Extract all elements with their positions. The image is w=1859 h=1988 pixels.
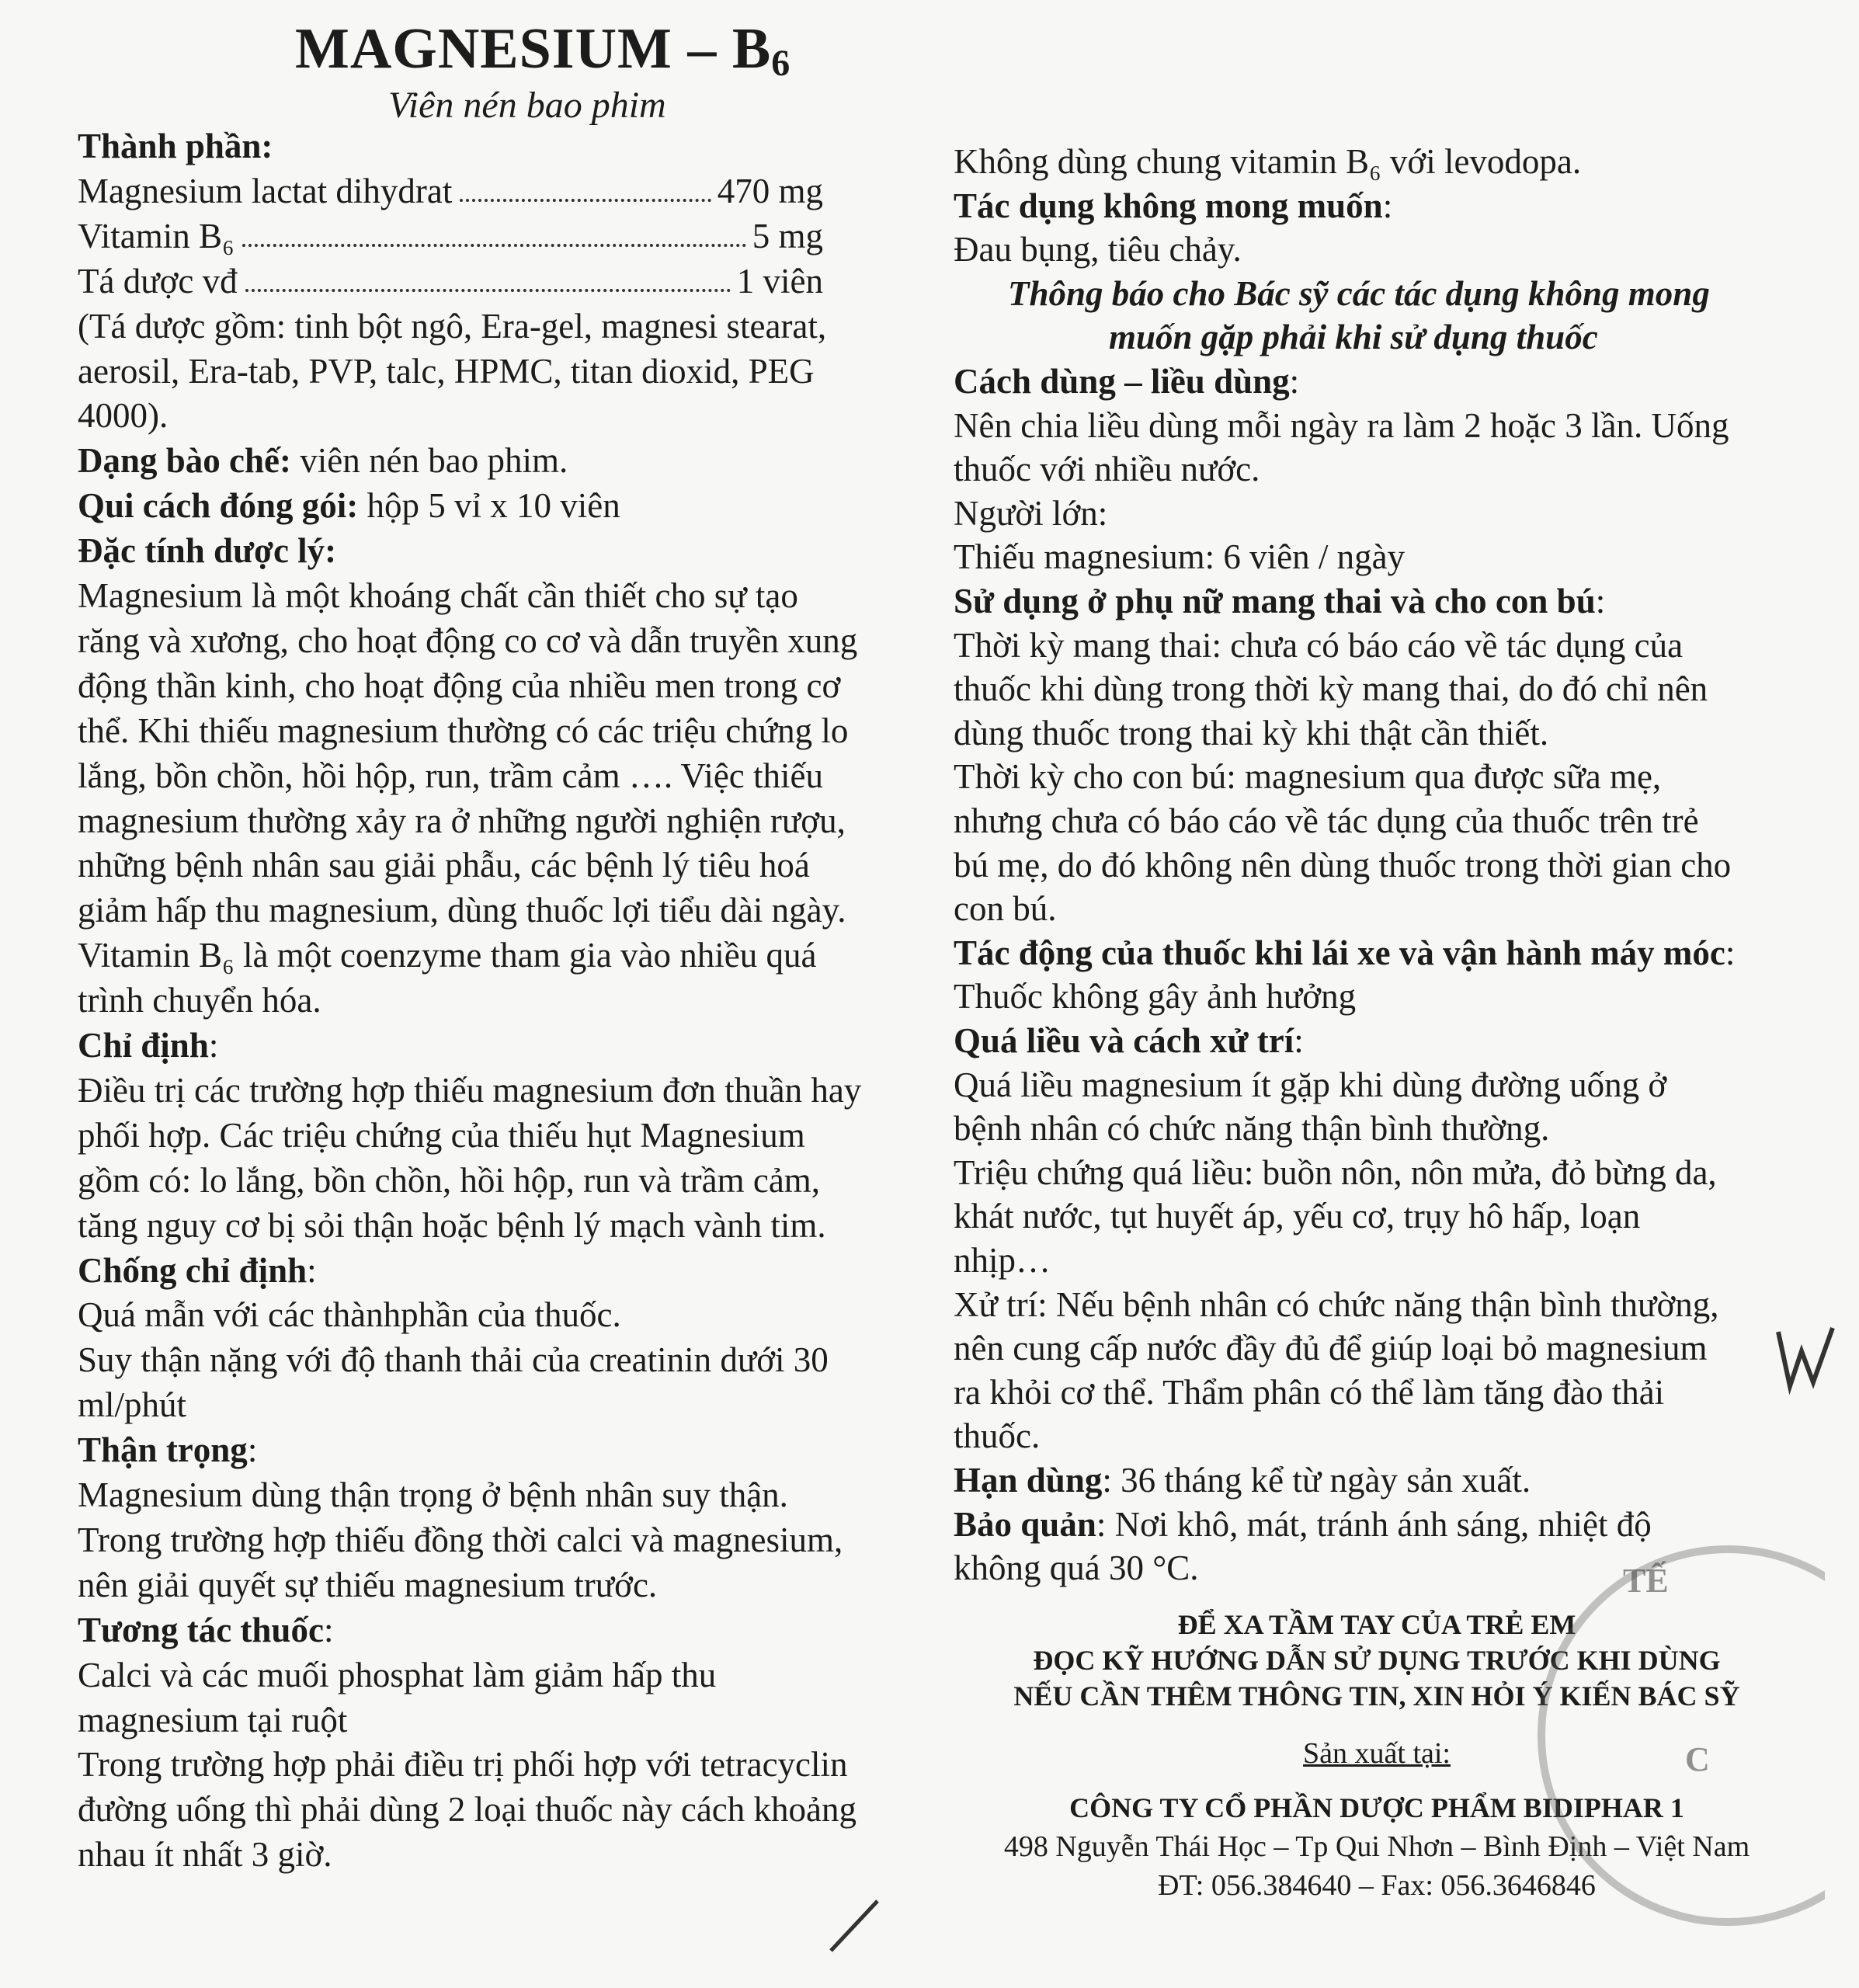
section-heading: Chỉ định xyxy=(78,1026,209,1065)
signature-mark xyxy=(1770,1320,1840,1398)
left-line: trình chuyển hóa. xyxy=(78,981,321,1020)
left-line: răng và xương, cho hoạt động co cơ và dẫn truyền xung xyxy=(78,620,858,660)
right-line xyxy=(954,1458,1531,1502)
right-line: Triệu chứng quá liều: buồn nôn, nôn mửa, đỏ bừng da, xyxy=(954,1152,1717,1192)
left-line: giảm hấp thu magnesium, dùng thuốc lợi tiểu dài ngày. xyxy=(78,891,846,930)
section-text: : xyxy=(247,1430,258,1470)
right-line xyxy=(954,1503,1652,1546)
section-heading: Dạng bào chế: xyxy=(78,441,292,481)
right-line: Nên chia liều dùng mỗi ngày ra làm 2 hoặc 3 lần. Uống xyxy=(954,405,1729,445)
right-line: ra khỏi cơ thể. Thẩm phân có thể làm tăng đào thải xyxy=(954,1372,1665,1412)
section-text: : xyxy=(323,1610,334,1649)
warning-line-2: ĐỌC KỸ HƯỚNG DẪN SỬ DỤNG TRƯỚC KHI DÙNG xyxy=(1033,1645,1721,1676)
left-line xyxy=(78,169,823,213)
left-line: Điều trị các trường hợp thiếu magnesium đơn thuần hay xyxy=(78,1070,862,1110)
left-line: ml/phút xyxy=(78,1385,187,1425)
ingredient-amount: 5 mg xyxy=(752,216,823,255)
right-line xyxy=(954,360,1299,403)
section-heading: Cách dùng – liều dùng xyxy=(954,362,1290,401)
right-line: Quá liều magnesium ít gặp khi dùng đường uống ở xyxy=(954,1065,1667,1104)
right-line: thuốc với nhiều nước. xyxy=(954,450,1260,489)
right-line: nhịp… xyxy=(954,1241,1051,1280)
right-line: nên cung cấp nước đầy đủ để giúp loại bỏ magnesium xyxy=(954,1329,1708,1368)
section-text: : xyxy=(1294,1021,1304,1060)
ingredient-amount: 470 mg xyxy=(717,171,823,210)
warning-line-1: ĐỂ XA TẦM TAY CỦA TRẺ EM xyxy=(1177,1609,1576,1640)
warning-line-3: NẾU CẦN THÊM THÔNG TIN, XIN HỎI Ý KIẾN BÁC SỸ xyxy=(1013,1680,1740,1712)
left-line: Quá mẫn với các thànhphần của thuốc. xyxy=(78,1295,621,1335)
left-line: đường uống thì phải dùng 2 loại thuốc này cách khoảng xyxy=(78,1790,857,1830)
left-line xyxy=(78,214,823,258)
right-line xyxy=(954,931,1735,975)
section-heading: Tác động của thuốc khi lái xe và vận hành máy móc xyxy=(954,933,1725,972)
ingredient-name: Vitamin B₆ xyxy=(78,216,235,255)
section-heading: Bảo quản xyxy=(954,1504,1096,1544)
company-address: 498 Nguyễn Thái Học – Tp Qui Nhơn – Bình Định – Việt Nam xyxy=(1003,1830,1750,1863)
right-line: Không dùng chung vitamin B₆ với levodopa. xyxy=(954,142,1582,181)
left-line: aerosil, Era-tab, PVP, talc, HPMC, titan dioxid, PEG xyxy=(78,351,815,391)
made-at-label: Sản xuất tại: xyxy=(1303,1737,1451,1770)
left-line: Magnesium dùng thận trọng ở bệnh nhân suy thận. xyxy=(78,1475,788,1514)
left-line: thể. Khi thiếu magnesium thường có các triệu chứng lo xyxy=(78,711,849,750)
section-text: viên nén bao phim. xyxy=(291,441,568,481)
left-line: Suy thận nặng với độ thanh thải của creatinin dưới 30 xyxy=(78,1340,829,1380)
left-line: Đặc tính dược lý: xyxy=(78,531,337,571)
stamp-side-text: C xyxy=(1685,1740,1710,1778)
section-heading: Sử dụng ở phụ nữ mang thai và cho con bú xyxy=(954,582,1596,620)
section-text: : Nơi khô, mát, tránh ánh sáng, nhiệt độ xyxy=(1096,1504,1652,1544)
section-text: : xyxy=(1725,933,1736,972)
section-heading: Tác dụng không mong muốn xyxy=(954,186,1383,225)
section-text: : xyxy=(1289,362,1300,401)
left-line xyxy=(78,484,620,527)
section-heading: Hạn dùng xyxy=(954,1461,1103,1500)
left-line xyxy=(78,439,568,482)
ingredient-name: Tá dược vđ xyxy=(78,261,238,301)
right-line: thuốc khi dùng trong thời kỳ mang thai, do đó chỉ nên xyxy=(954,669,1708,709)
right-line: Xử trí: Nếu bệnh nhân có chức năng thận bình thường, xyxy=(954,1284,1719,1324)
right-line: muốn gặp phải khi sử dụng thuốc xyxy=(1109,318,1598,357)
ingredient-amount: 1 viên xyxy=(736,261,823,301)
left-line: gồm có: lo lắng, bồn chồn, hồi hộp, run và trầm cảm, xyxy=(78,1160,821,1200)
right-line: Thuốc không gây ảnh hưởng xyxy=(954,977,1357,1017)
left-line xyxy=(78,1428,257,1472)
right-line xyxy=(954,579,1605,623)
right-line: bệnh nhân có chức năng thận bình thường. xyxy=(954,1109,1550,1149)
section-text: : xyxy=(1595,582,1606,620)
right-line: không quá 30 °C. xyxy=(954,1548,1199,1588)
right-line: Đau bụng, tiêu chảy. xyxy=(954,230,1242,269)
left-line: những bệnh nhân sau giải phẫu, các bệnh lý tiêu hoá xyxy=(78,846,810,885)
section-text: : 36 tháng kể từ ngày sản xuất. xyxy=(1102,1461,1531,1500)
right-line xyxy=(954,184,1392,228)
left-line xyxy=(78,1024,218,1067)
left-line: Trong trường hợp phải điều trị phối hợp với tetracyclin xyxy=(78,1745,848,1785)
right-line: Thông báo cho Bác sỹ các tác dụng không mong xyxy=(1008,273,1710,313)
left-line: tăng nguy cơ bị sỏi thận hoặc bệnh lý mạch vành tim. xyxy=(78,1205,826,1245)
left-line: lắng, bồn chồn, hồi hộp, run, trầm cảm …. Việc thiếu xyxy=(78,756,824,795)
pen-stroke-mark xyxy=(823,1895,885,1957)
right-line: bú mẹ, do đó không nên dùng thuốc trong thời gian cho xyxy=(954,845,1732,885)
section-heading: Quá liều và cách xử trí xyxy=(954,1021,1294,1060)
right-line: Thời kỳ cho con bú: magnesium qua được sữa mẹ, xyxy=(954,757,1662,797)
left-line xyxy=(78,259,823,303)
left-line: phối hợp. Các triệu chứng của thiếu hụt Magnesium xyxy=(78,1115,805,1155)
left-line xyxy=(78,1608,333,1652)
left-line: Vitamin B₆ là một coenzyme tham gia vào nhiều quá xyxy=(78,936,817,975)
left-line: Thành phần: xyxy=(78,127,273,165)
stamp-text: TẾ xyxy=(1623,1562,1669,1600)
left-line: nên giải quyết sự thiếu magnesium trước. xyxy=(78,1565,658,1604)
right-line xyxy=(954,1019,1304,1062)
left-line: Magnesium là một khoáng chất cần thiết cho sự tạo xyxy=(78,576,798,615)
right-line: Thiếu magnesium: 6 viên / ngày xyxy=(954,537,1406,577)
section-text: : xyxy=(1382,186,1393,225)
section-heading: Thận trọng xyxy=(78,1430,248,1470)
right-line: khát nước, tụt huyết áp, yếu cơ, trụy hô hấp, loạn xyxy=(954,1197,1641,1236)
section-heading: Qui cách đóng gói: xyxy=(78,486,359,526)
ingredient-name: Magnesium lactat dihydrat xyxy=(78,171,453,210)
right-line: con bú. xyxy=(954,889,1057,929)
left-line: Trong trường hợp thiếu đồng thời calci và magnesium, xyxy=(78,1520,843,1559)
left-line: magnesium thường xảy ra ở những người nghiện rượu, xyxy=(78,801,846,840)
left-line xyxy=(78,1249,317,1292)
left-line: (Tá dược gồm: tinh bột ngô, Era-gel, magnesi stearat, xyxy=(78,306,827,346)
right-line: Người lớn: xyxy=(954,493,1108,533)
right-line: dùng thuốc trong thai kỳ khi thật cần thiết. xyxy=(954,713,1549,752)
section-text: : xyxy=(208,1026,219,1065)
section-heading: Chống chỉ định xyxy=(78,1250,308,1290)
right-line: thuốc. xyxy=(954,1416,1041,1456)
document-title: MAGNESIUM – $B_6$ xyxy=(295,17,791,84)
company-name: CÔNG TY CỔ PHẦN DƯỢC PHẨM BIDIPHAR 1 xyxy=(1069,1792,1684,1823)
section-heading: Tương tác thuốc xyxy=(78,1610,324,1649)
right-line: nhưng chưa có báo cáo về tác dụng của thuốc trên trẻ xyxy=(954,801,1699,840)
section-text: : xyxy=(307,1250,317,1290)
left-line: magnesium tại ruột xyxy=(78,1700,348,1740)
left-line: động thần kinh, cho hoạt động của nhiều men trong cơ xyxy=(78,666,841,705)
left-line: 4000). xyxy=(78,396,169,436)
section-text: hộp 5 vỉ x 10 viên xyxy=(358,486,620,526)
left-line: nhau ít nhất 3 giờ. xyxy=(78,1835,332,1875)
document-subtitle: Viên nén bao phim xyxy=(388,85,666,126)
left-line: Calci và các muối phosphat làm giảm hấp thu xyxy=(78,1655,717,1694)
right-line: Thời kỳ mang thai: chưa có báo cáo về tác dụng của xyxy=(954,625,1684,665)
company-phone: ĐT: 056.384640 – Fax: 056.3646846 xyxy=(1158,1869,1596,1902)
